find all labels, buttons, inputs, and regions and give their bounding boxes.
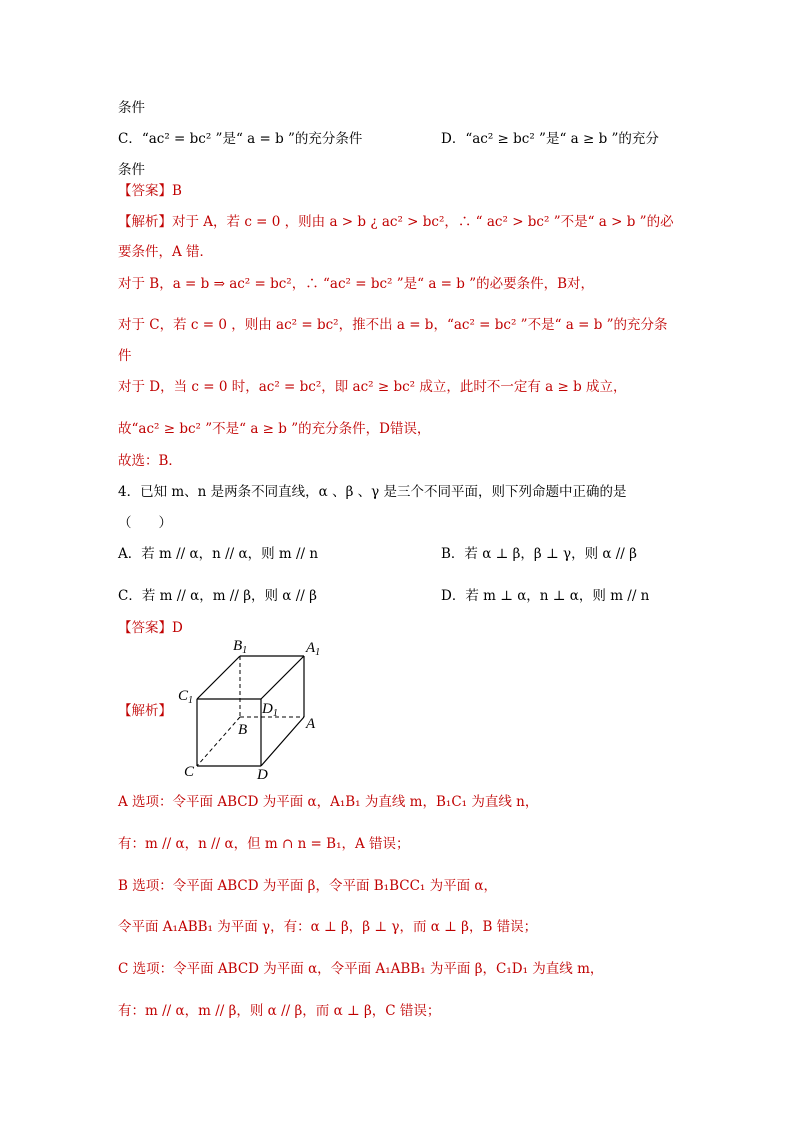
analysis-c-red: ac² = bc² ”不是“ a = b ”的充分条: [453, 317, 668, 333]
option-d: D．若 m ⊥ α，n ⊥ α，则 m // n: [441, 588, 650, 604]
analysis-b-lead: 对于 B，a = b ⇒ ac² = bc²，∴ “: [118, 276, 330, 292]
cube-figure: [160, 634, 335, 782]
analysis-head: 【解析】: [118, 214, 172, 230]
option-c: C．若 m // α，m // β，则 α // β: [118, 588, 317, 604]
vertex-b: B: [238, 722, 248, 738]
answer-label-q4: 【答案】D: [118, 620, 183, 636]
analysis-b-tail: 对，: [567, 276, 595, 292]
vertex-d: D: [257, 767, 268, 782]
option-b: B．若 α ⊥ β，β ⊥ γ，则 α // β: [441, 546, 637, 562]
analysis-option-b-2: 令平面 A₁ABB₁ 为平面 γ，有：α ⊥ β，β ⊥ γ，而 α ⊥ β，B 错误；: [118, 919, 538, 935]
analysis-conclusion-red: ac² ≥ bc² ”不是“ a ≥ b ”的充分条件，D: [138, 421, 390, 437]
vertex-a: A: [306, 716, 316, 732]
vertex-b1: $B_1$: [233, 638, 248, 656]
analysis-c: [118, 316, 668, 334]
line-condition-tail: 条件: [118, 100, 145, 116]
analysis-a: [118, 213, 674, 231]
option-c-prev: C．“ac² = bc² ”是“ a = b ”的充分条件: [118, 131, 363, 147]
analysis-conclusion-tail: 错误，: [389, 421, 431, 437]
analysis-a-cont: 要条件，A 错．: [118, 244, 214, 260]
analysis-option-a-1: A 选项：令平面 ABCD 为平面 α，A₁B₁ 为直线 m，B₁C₁ 为直线 n，: [118, 794, 539, 810]
final-choice-q3: 故选：B．: [118, 453, 182, 469]
analysis-label-q4: 【解析】: [118, 703, 172, 719]
analysis-option-c-1: C 选项：令平面 ABCD 为平面 α，令平面 A₁ABB₁ 为平面 β，C₁D₁ 为直线 m，: [118, 961, 604, 977]
analysis-b: [118, 275, 594, 293]
option-d-prev: D．“ac² ≥ bc² ”是“ a ≥ b ”的充分: [441, 131, 659, 147]
analysis-option-a-2: 有：m // α，n // α，但 m ∩ n = B₁，A 错误；: [118, 836, 410, 852]
analysis-d: 对于 D，当 c = 0 时，ac² = bc²，即 ac² ≥ bc² 成立，此时不一定有 a ≥ b 成立，: [118, 379, 627, 395]
analysis-option-b-1: B 选项：令平面 ABCD 为平面 β，令平面 B₁BCC₁ 为平面 α，: [118, 878, 498, 894]
analysis-conclusion: [118, 420, 430, 438]
answer-label-q3: 【答案】B: [118, 183, 182, 199]
vertex-d1: $D_1$: [262, 701, 278, 719]
analysis-c-lead: 对于 C，若 c = 0 ，则由 ac² = bc²，推不出 a = b，“: [118, 317, 454, 333]
vertex-a1: $A_1$: [306, 640, 321, 658]
vertex-c: C: [184, 764, 195, 780]
analysis-option-c-2: 有：m // α，m // β，则 α // β，而 α ⊥ β，C 错误；: [118, 1003, 441, 1019]
question-4-stem: 4．已知 m、n 是两条不同直线，α 、β 、γ 是三个不同平面，则下列命题中正确的是: [118, 484, 627, 500]
analysis-b-red: ac² = bc² ”是“ a = b ”的必要条件，B: [329, 276, 568, 292]
analysis-a-body: 对于 A，若 c = 0 ，则由 a > b ¿ ac² > bc²，∴ “ ac² > bc² ”不是“ a > b ”的必: [172, 214, 674, 230]
vertex-c1: $C_1$: [178, 688, 194, 706]
analysis-c-cont: 件: [118, 348, 132, 364]
analysis-conclusion-lead: 故“: [118, 421, 139, 437]
line-condition-tail-2: 条件: [118, 162, 145, 178]
option-a: A．若 m // α，n // α，则 m // n: [118, 546, 319, 562]
question-4-blank: （ ）: [118, 515, 172, 531]
